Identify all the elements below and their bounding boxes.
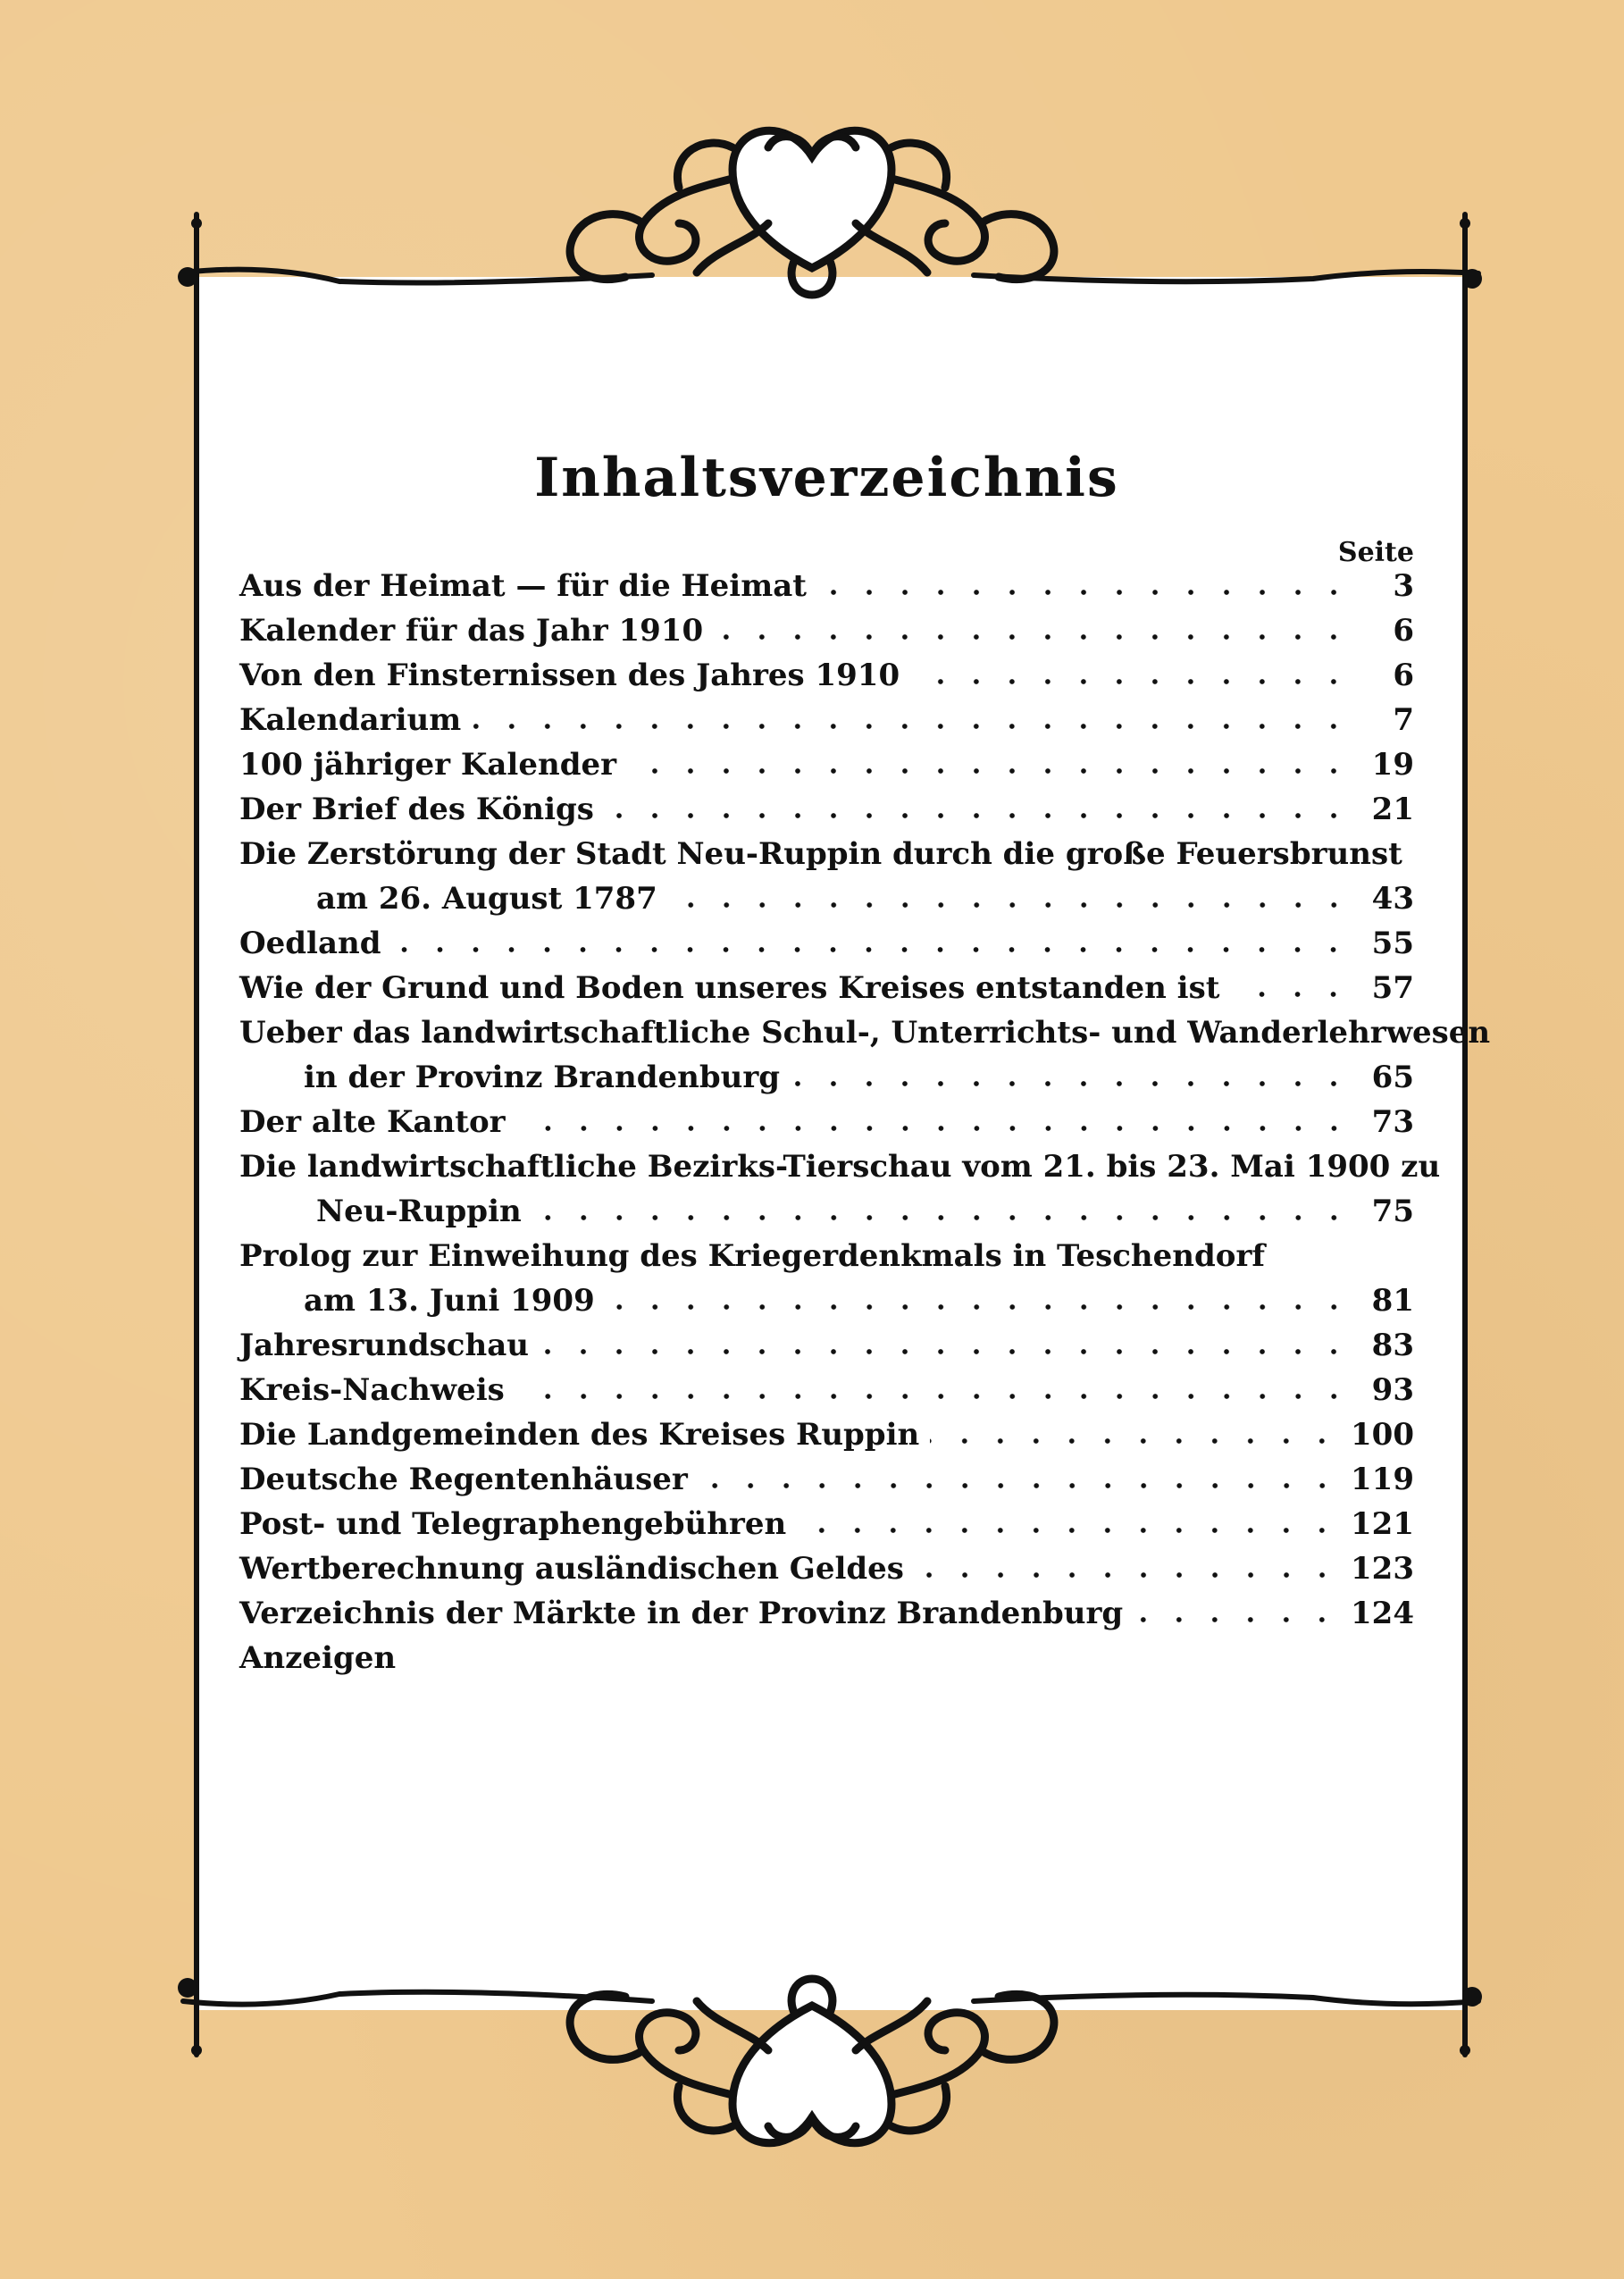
entry-label: Deutsche Regentenhäuser [239, 1462, 688, 1497]
entry-page-number: 83 [1371, 1328, 1414, 1363]
top-flourish-ornament-icon [570, 130, 1054, 295]
dot-leader [930, 1437, 1340, 1445]
toc-entry [239, 1015, 1491, 1060]
toc-entry [239, 1417, 1414, 1462]
dot-leader [714, 633, 1352, 641]
toc-entry [239, 1149, 1441, 1194]
entry-label: Ueber das landwirtschaftliche Schul-, Unterrichts- und Wanderlehrwesen [239, 1015, 1491, 1051]
entry-label: am 13. Juni 1909 [304, 1283, 595, 1319]
toc-entry [239, 1328, 1414, 1372]
dot-leader [515, 1393, 1352, 1400]
toc-entry [239, 1462, 1414, 1506]
toc-entry [239, 1640, 1414, 1685]
entry-label: Prolog zur Einweihung des Kriegerdenkmals in Teschendorf [239, 1238, 1265, 1274]
toc-entry [239, 658, 1414, 702]
toc-entry [239, 1194, 1414, 1238]
toc-entry-list [239, 568, 1491, 1685]
entry-page-number: 100 [1351, 1417, 1414, 1453]
dot-leader [668, 901, 1352, 909]
toc-entry [239, 568, 1414, 613]
toc-entry [239, 1060, 1414, 1104]
entry-label: Post- und Telegraphengebühren [239, 1506, 787, 1542]
entry-page-number: 6 [1393, 658, 1414, 693]
entry-label: Verzeichnis der Märkte in der Provinz Brandenburg [239, 1596, 1124, 1631]
entry-label: Kalendarium [239, 702, 462, 738]
dot-leader [699, 1482, 1340, 1489]
entry-label: Oedland [239, 926, 381, 961]
entry-page-number: 65 [1371, 1060, 1414, 1095]
toc-entry [239, 1506, 1414, 1551]
entry-label: 100 jähriger Kalender [239, 747, 617, 783]
entry-label: Aus der Heimat — für die Heimat [239, 568, 807, 604]
dot-leader [915, 1571, 1340, 1579]
entry-label: Die landwirtschaftliche Bezirks-Tierschau vom 21. bis 23. Mai 1900 zu [239, 1149, 1441, 1185]
toc-entry [239, 881, 1414, 926]
entry-label: Die Landgemeinden des Kreises Ruppin [239, 1417, 920, 1453]
entry-page-number: 57 [1371, 970, 1414, 1006]
entry-label: Jahresrundschau [239, 1328, 529, 1363]
toc-entry [239, 792, 1414, 836]
dot-leader [472, 723, 1352, 730]
entry-page-number: 3 [1393, 568, 1414, 604]
toc-entry [239, 747, 1414, 792]
toc-entry [239, 970, 1414, 1015]
dot-leader [406, 1661, 1352, 1668]
toc-entry [239, 1238, 1414, 1283]
entry-label: in der Provinz Brandenburg [304, 1060, 781, 1095]
toc-entry [239, 1372, 1414, 1417]
entry-label: Der Brief des Königs [239, 792, 594, 827]
page-title: Inhaltsverzeichnis [534, 447, 1119, 509]
dot-leader [1230, 991, 1352, 998]
page-column-heading: Seite [1337, 537, 1414, 568]
dot-leader [1134, 1616, 1340, 1623]
dot-leader [516, 1125, 1352, 1132]
entry-label: Der alte Kantor [239, 1104, 506, 1140]
entry-label: Wertberechnung ausländischen Geldes [239, 1551, 904, 1587]
entry-label: Wie der Grund und Boden unseres Kreises entstanden ist [239, 970, 1220, 1006]
entry-label: Kalender für das Jahr 1910 [239, 613, 704, 649]
toc-entry [239, 702, 1414, 747]
table-of-contents [239, 438, 1491, 1685]
entry-page-number: 7 [1393, 702, 1414, 738]
entry-page-number: 81 [1371, 1283, 1414, 1319]
entry-page-number: 75 [1371, 1194, 1414, 1229]
entry-page-number: 123 [1351, 1551, 1414, 1587]
dot-leader [532, 1214, 1352, 1221]
entry-label: Die Zerstörung der Stadt Neu-Ruppin durch die große Feuersbrunst [239, 836, 1402, 872]
entry-page-number: 6 [1393, 613, 1414, 649]
toc-entry [239, 926, 1414, 970]
dot-leader [605, 812, 1352, 819]
entry-label: am 26. August 1787 [316, 881, 657, 917]
toc-entry [239, 1596, 1414, 1640]
entry-page-number: 73 [1371, 1104, 1414, 1140]
toc-entry [239, 1551, 1414, 1596]
dot-leader [791, 1080, 1352, 1087]
toc-entry [239, 613, 1414, 658]
dot-leader [1276, 1259, 1352, 1266]
entry-label: Von den Finsternissen des Jahres 1910 [239, 658, 900, 693]
dot-leader [606, 1303, 1352, 1311]
entry-page-number: 93 [1371, 1372, 1414, 1408]
dot-leader [627, 767, 1352, 775]
dot-leader [540, 1348, 1352, 1355]
toc-entry [239, 1283, 1414, 1328]
entry-label: Anzeigen [239, 1640, 397, 1676]
entry-page-number: 19 [1371, 747, 1414, 783]
entry-label: Kreis-Nachweis [239, 1372, 505, 1408]
entry-page-number: 124 [1351, 1596, 1414, 1631]
dot-leader [391, 946, 1352, 953]
entry-page-number: 21 [1371, 792, 1414, 827]
entry-label: Neu-Ruppin [316, 1194, 522, 1229]
entry-page-number: 55 [1371, 926, 1414, 961]
dot-leader [817, 589, 1352, 596]
dot-leader [797, 1527, 1340, 1534]
entry-page-number: 43 [1371, 881, 1414, 917]
dot-leader [910, 678, 1352, 685]
toc-entry [239, 1104, 1414, 1149]
toc-entry [239, 836, 1414, 881]
entry-page-number: 121 [1351, 1506, 1414, 1542]
entry-page-number: 119 [1351, 1462, 1414, 1497]
